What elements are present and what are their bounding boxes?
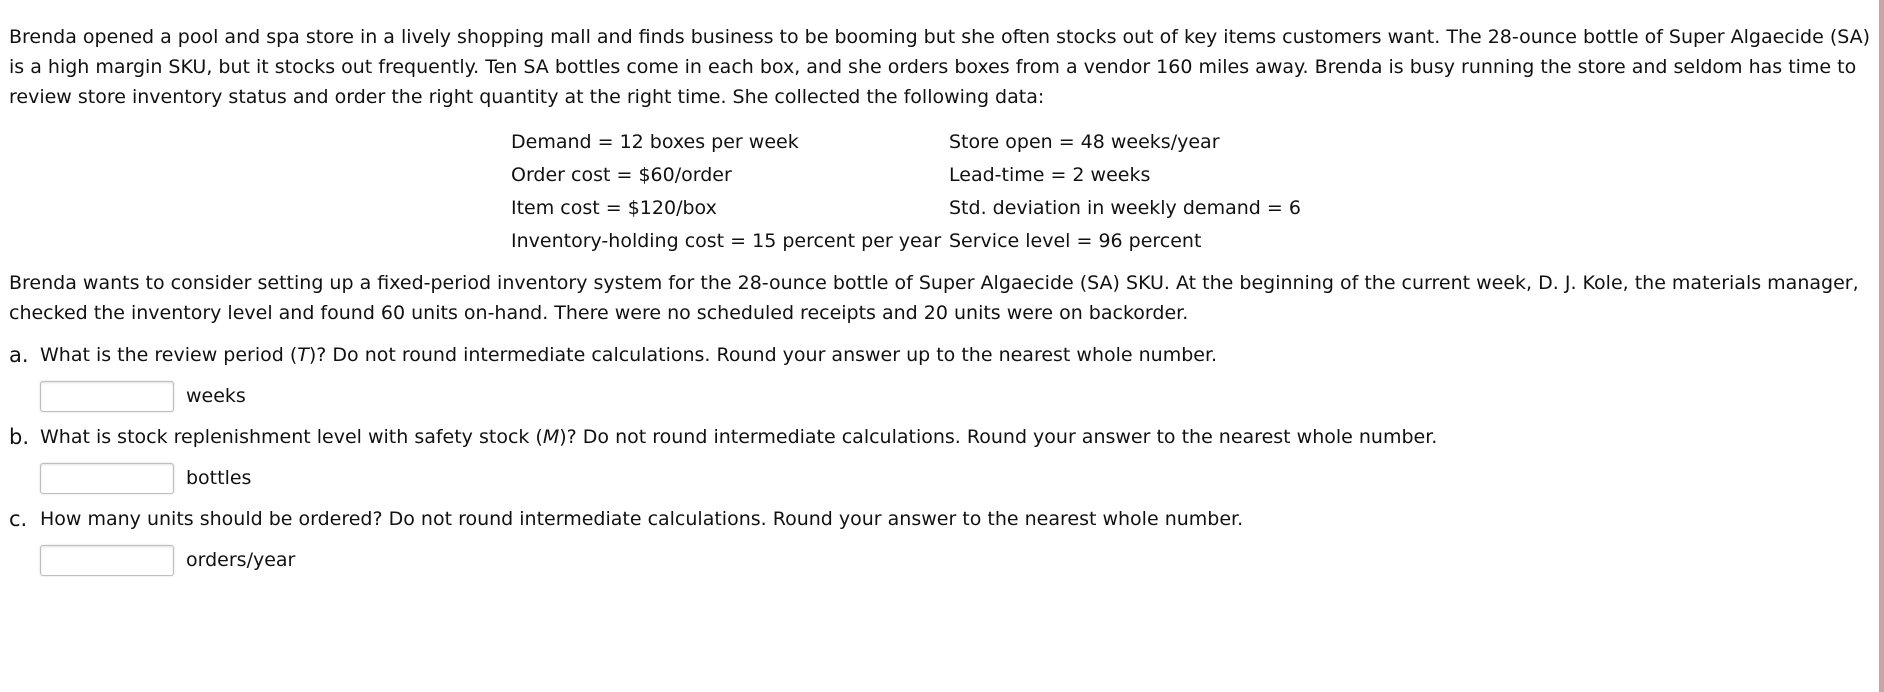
question-b <box>9 422 1871 452</box>
question-text <box>40 340 1871 370</box>
given-data-table <box>511 125 1301 257</box>
question-text-part: )? Do not round intermediate calculations. Round your answer up to the nearest whole number. <box>308 344 1218 366</box>
data-left-cell: Inventory-holding cost = 15 percent per year <box>511 229 942 252</box>
data-right-cell: Std. deviation in weekly demand = 6 <box>949 196 1301 219</box>
answer-unit-label: bottles <box>186 467 252 489</box>
question-letter: c. <box>9 507 28 531</box>
variable-symbol: T <box>297 344 309 366</box>
answer-row-b <box>40 456 1871 500</box>
data-right-cell: Service level = 96 percent <box>949 229 1202 252</box>
answer-unit-label: orders/year <box>186 549 296 571</box>
answer-row-c <box>40 538 1871 582</box>
question-a <box>9 340 1871 370</box>
data-right-cell: Store open = 48 weeks/year <box>949 130 1220 153</box>
question-text-part: What is stock replenishment level with safety stock ( <box>40 426 543 448</box>
question-text-part: How many units should be ordered? Do not round intermediate calculations. Round your answer to the nearest whole number. <box>40 508 1244 530</box>
data-left-cell: Demand = 12 boxes per week <box>511 130 799 153</box>
question-letter: b. <box>9 425 30 449</box>
question-text-part: What is the review period ( <box>40 344 298 366</box>
answer-unit-label: weeks <box>186 385 246 407</box>
replenishment-level-input[interactable] <box>40 463 174 494</box>
order-quantity-input[interactable] <box>40 545 174 576</box>
question-c <box>9 504 1871 534</box>
answer-row-a <box>40 374 1871 418</box>
data-row <box>511 125 1301 158</box>
intro-paragraph: Brenda opened a pool and spa store in a lively shopping mall and finds business to be booming but she often stocks out of key items customers want. The 28-ounce bottle of Super Algaecide (SA) is a high margin SKU, but it stocks out frequently. Ten SA bottles come in each box, and she orders boxes from a vendor 160 miles away. Brenda is busy running the store and seldom has time to review store inventory status and order the right quantity at the right time. She collected the following data: <box>9 26 1871 108</box>
question-text <box>40 504 1871 534</box>
question-letter: a. <box>9 343 29 367</box>
data-right-cell: Lead-time = 2 weeks <box>949 163 1151 186</box>
data-row <box>511 224 1301 257</box>
window-edge-border <box>1879 0 1884 692</box>
question-text <box>40 422 1871 452</box>
data-row <box>511 158 1301 191</box>
problem-content <box>9 22 1871 586</box>
variable-symbol: M <box>542 426 560 448</box>
context-paragraph: Brenda wants to consider setting up a fixed-period inventory system for the 28-ounce bottle of Super Algaecide (SA) SKU. At the beginning of the current week, D. J. Kole, the materials manager, checked the inventory level and found 60 units on-hand. There were no scheduled receipts and 20 units were on backorder. <box>9 272 1859 324</box>
data-left-cell: Item cost = $120/box <box>511 196 717 219</box>
question-text-part: )? Do not round intermediate calculations. Round your answer to the nearest whole number. <box>559 426 1438 448</box>
data-left-cell: Order cost = $60/order <box>511 163 732 186</box>
data-row <box>511 191 1301 224</box>
review-period-input[interactable] <box>40 381 174 412</box>
